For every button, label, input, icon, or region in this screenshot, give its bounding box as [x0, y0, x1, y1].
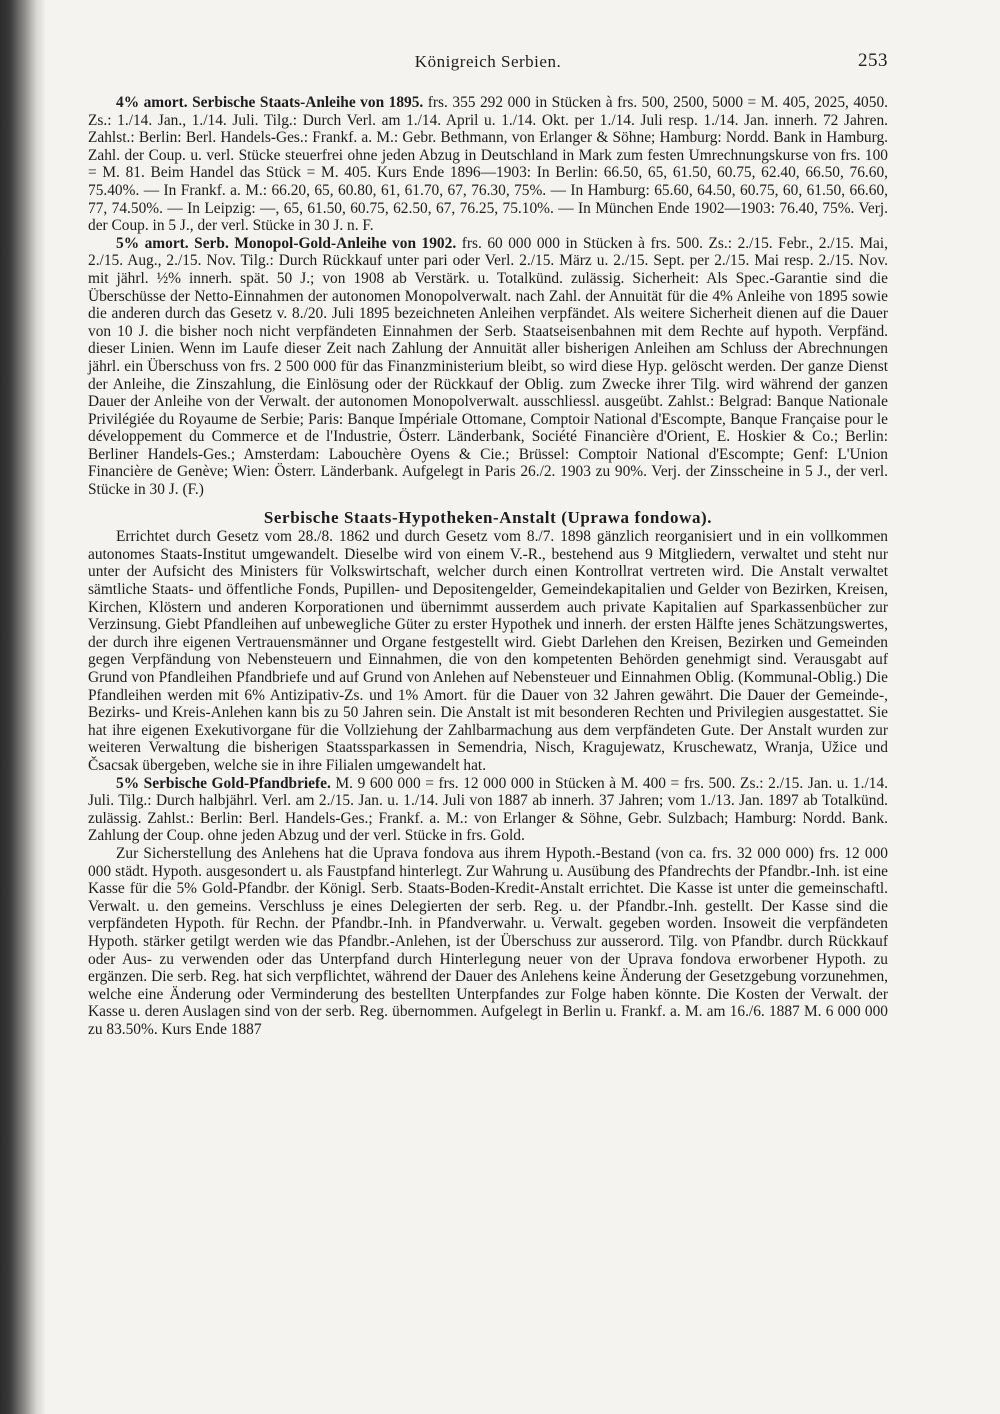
document-page: [88, 48, 888, 1038]
page-body: [88, 94, 888, 1038]
running-title: Königreich Serbien.: [414, 52, 562, 71]
entry-pfandbriefe: [88, 775, 888, 845]
entry-text: frs. 60 000 000 in Stücken à frs. 500. Zs.: 2./15. Febr., 2./15. Mai, 2./15. Aug., 2./15. Nov. Tilg.: Durch Rückkauf unter pari oder Verl. 2./15. März u. 2./15. Sept. per 2./15. Mai resp. 2./15. Nov. mit jährl. ½% innerh. spät. 50 J.; von 1908 ab Verstärk. u. Totalkünd. zulässig. Sicherheit: Als Spec.-Garantie sind die Überschüsse der Netto-Einnahmen der autonomen Monopolverwalt. nach Zahl. der Annuität für die 4% Anleihe von 1895 sowie die anderen durch das Gesetz v. 8./20. Juli 1895 bezeichneten Anleihen verpfändet. Als weitere Sicherheit dienen auf die Dauer von 10 J. die bisher noch nicht verpfändeten Einnahmen der Serb. Staatseisenbahnen mit dem Rechte auf hypoth. Verpfänd. dieser Linien. Wenn im Laufe dieser Zeit nach Zahlung der Annuität aller bisherigen Anleihen am Schluss der Abrechnungen jährl. ein Überschuss von frs. 2 500 000 für das Finanzministerium bleibt, so wird diese Hyp. gelöscht werden. Der ganze Dienst der Anleihe, die Zinszahlung, die Einlösung oder der Rückkauf der Oblig. zum Zwecke ihrer Tilg. wird während der ganzen Dauer der Anleihe von der Verwalt. der autonomen Monopolverwalt. ausschliessl. ausgeübt. Zahlst.: Belgrad: Banque Nationale Privilégiée du Royaume de Serbie; Paris: Banque Impériale Ottomane, Comptoir National d'Escompte, Banque Française pour le développement du Commerce et de l'Industrie, Österr. Länderbank, Société Financière d'Orient, E. Hoskier & Co.; Berlin: Berliner Handels-Ges.; Amsterdam: Labouchère Oyens & Cie.; Brüssel: Comptoir National d'Escompte; Genf: L'Union Financière de Genève; Wien: Österr. Länderbank. Aufgelegt in Paris 26./2. 1903 zu 90%. Verj. der Zinsscheine in 5 J., der verl. Stücke in 30 J. (F.): [88, 234, 888, 499]
entry-anleihe-1902: [88, 235, 888, 499]
section-title: Serbische Staats-Hypotheken-Anstalt (Uprawa fondowa).: [263, 507, 713, 527]
page-header: [88, 48, 888, 82]
entry-text: M. 9 600 000 = frs. 12 000 000 in Stücken à M. 400 = frs. 500. Zs.: 2./15. Jan. u. 1./14. Juli. Tilg.: Durch halbjährl. Verl. am 2./15. Jan. u. 1./14. Juli von 1887 ab innerh. 37 Jahren; vom 1./13. Jan. 1897 ab Totalkünd. zulässig. Zahlst.: Berlin: Berl. Handels-Ges.; Frankf. a. M.: von Erlanger & Söhne, Gebr. Sulzbach; Hamburg: Nordd. Bank. Zahlung der Coup. ohne jeden Abzug und der verl. Stücke in frs. Gold.: [88, 774, 888, 845]
page-number: 253: [858, 50, 888, 71]
entry-pfandbriefe-security: Zur Sicherstellung des Anlehens hat die Uprava fondova aus ihrem Hypoth.-Bestand (von ca. frs. 32 000 000) frs. 12 000 000 städt. Hypoth. ausgesondert u. als Faustpfand hinterlegt. Zur Wahrung u. Ausübung des Pfandrechts der Pfandbr.-Inh. ist eine Kasse für die 5% Gold-Pfandbr. der Königl. Serb. Staats-Boden-Kredit-Anstalt errichtet. Die Kasse ist unter die gemeinschaftl. Verwalt. u. den gemeins. Verschluss je eines Delegierten der serb. Reg. u. der Pfandbr.-Inh. gestellt. Der Kasse sind die verpfändeten Hypoth. für Rechn. der Pfandbr.-Inh. in Pfandverwahr. u. Verwalt. gegeben worden. Insoweit die verpfändeten Hypoth. stärker getilgt werden wie das Pfandbr.-Anlehen, ist der Überschuss zur ausserord. Tilg. von Pfandbr. durch Rückkauf oder Aus- zu verwenden oder das Unterpfand durch Hinterlegung neuer von der Uprava fondova erworbener Hypoth. zu ergänzen. Die serb. Reg. hat sich verpflichtet, während der Dauer des Anlehens keine Änderung der Gesetzgebung vorzunehmen, welche eine Änderung oder Verminderung des bestellten Unterpfandes zur Folge haben könnte. Die Kosten der Verwalt. der Kasse u. deren Auslagen sind von der serb. Reg. übernommen. Aufgelegt in Berlin u. Frankf. a. M. am 16./6. 1887 M. 6 000 000 zu 83.50%. Kurs Ende 1887: [88, 844, 888, 1038]
book-spine-shadow: [0, 0, 46, 1414]
entry-heading: 4% amort. Serbische Staats-Anleihe von 1895.: [116, 94, 424, 111]
entry-heading: 5% Serbische Gold-Pfandbriefe.: [116, 774, 331, 792]
entry-anleihe-1895: [88, 94, 888, 235]
entry-text: frs. 355 292 000 in Stücken à frs. 500, 2500, 5000 = M. 405, 2025, 4050. Zs.: 1./14. Jan., 1./14. Juli. Tilg.: Durch Verl. am 1./14. April u. 1./14. Okt. per 1./14. Juli resp. 1./14. Jan. innerh. 72 Jahren. Zahlst.: Berlin: Berl. Handels-Ges.: Frankf. a. M.: Gebr. Bethmann, von Erlanger & Söhne; Hamburg: Nordd. Bank in Hamburg. Zahl. der Coup. u. verl. Stücke steuerfrei ohne jeden Abzug in Deutschland in Mark zum festen Umrechnungskurse von frs. 100 = M. 81. Beim Handel das Stück = M. 405. Kurs Ende 1896—1903: In Berlin: 66.50, 65, 61.50, 60.75, 62.40, 66.50, 76.60, 75.40%. — In Frankf. a. M.: 66.20, 65, 60.80, 61, 61.70, 67, 76.30, 75%. — In Hamburg: 65.60, 64.50, 60.75, 60, 61.50, 66.60, 77, 74.50%. — In Leipzig: —, 65, 61.50, 60.75, 62.50, 67, 76.25, 75.10%. — In München Ende 1902—1903: 76.40, 75%. Verj. der Coup. in 5 J., der verl. Stücke in 30 J. n. F.: [88, 94, 888, 235]
entry-hypotheken-anstalt: Errichtet durch Gesetz vom 28./8. 1862 und durch Gesetz vom 8./7. 1898 gänzlich reorganisiert und in ein vollkommen autonomes Staats-Institut umgewandelt. Dieselbe wird von einem V.-R., bestehend aus 9 Mitgliedern, verwaltet und steht nur unter der Aufsicht des Ministers für Volkswirtschaft, welcher durch einen Kontrollrat vertreten wird. Die Anstalt verwaltet sämtliche Staats- und öffentliche Fonds, Pupillen- und Depositengelder, Gemeindekapitalien und Gelder von Bezirken, Kreisen, Kirchen, Klöstern und anderen Korporationen und übernimmt ausserdem auch private Kapitalien auf Sparkassenbücher zur Verzinsung. Giebt Pfandleihen auf unbewegliche Güter zu erster Hypothek und innerh. der ersten Hälfte jenes Schätzungswertes, der durch ihre eigenen Vertrauensmänner und Organe festgestellt wird. Giebt Darlehen den Kreisen, Bezirken und Gemeinden gegen Verpfändung von Nebensteuern und Einnahmen, die von den kompetenten Behörden genehmigt sind. Verausgabt auf Grund von Pfandleihen Pfandbriefe und auf Grund von Anlehen auf Nebensteuer und Einnahmen Oblig. (Kommunal-Oblig.) Die Pfandleihen werden mit 6% Antizipativ-Zs. und 1% Amort. für die Dauer von 32 Jahren gewährt. Die Dauer der Gemeinde-, Bezirks- und Kreis-Anlehen kann bis zu 50 Jahren sein. Die Anstalt ist mit besonderen Rechten und Privilegien ausgestattet. Sie hat ihre eigenen Exekutivorgane für die Vollziehung der Zahlbarmachung aus dem verpfändeten Gute. Der Anstalt wurden zur weiteren Verwaltung die bisherigen Staatssparkassen in Semendria, Nisch, Kragujewatz, Kruschewatz, Wranja, Užice und Čsacsak übergeben, welche sie in ihre Filialen umgewandelt hat.: [88, 528, 888, 774]
entry-heading: 5% amort. Serb. Monopol-Gold-Anleihe von 1902.: [116, 234, 457, 252]
